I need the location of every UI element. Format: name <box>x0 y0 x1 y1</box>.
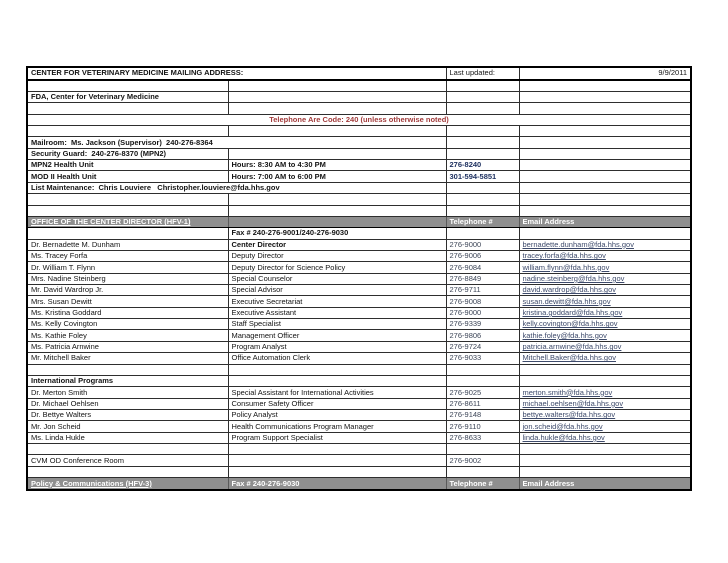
table-cell: 9/9/2011 <box>519 67 691 80</box>
table-cell <box>27 80 228 92</box>
section-header-cell: Telephone # <box>446 216 519 227</box>
email-link[interactable]: kristina.goddard@fda.hhs.gov <box>519 307 691 318</box>
table-cell: Mr. David Wardrop Jr. <box>27 285 228 296</box>
section-header-cell: OFFICE OF THE CENTER DIRECTOR (HFV-1) <box>27 216 228 227</box>
email-link[interactable]: kelly.covington@fda.hhs.gov <box>519 319 691 330</box>
phone-number: 276-9033 <box>446 353 519 364</box>
table-cell: Dr. Bernadette M. Dunham <box>27 239 228 250</box>
table-cell: Center Director <box>228 239 446 250</box>
table-cell: Staff Specialist <box>228 319 446 330</box>
table-cell <box>228 205 446 216</box>
table-cell: Hours: 7:00 AM to 6:00 PM <box>228 171 446 182</box>
table-row <box>27 262 691 273</box>
email-link[interactable]: merton.smith@fda.hhs.gov <box>519 387 691 398</box>
table-cell <box>446 182 519 193</box>
table-cell <box>27 466 228 477</box>
table-cell: FDA, Center for Veterinary Medicine <box>27 91 228 102</box>
email-link[interactable]: david.wardrop@fda.hhs.gov <box>519 285 691 296</box>
table-cell <box>446 375 519 386</box>
table-cell <box>446 126 519 137</box>
table-cell <box>27 228 228 239</box>
phone-number: 276-9025 <box>446 387 519 398</box>
table-row <box>27 273 691 284</box>
table-row <box>27 103 691 114</box>
table-cell: Fax # 240-276-9001/240-276-9030 <box>228 228 446 239</box>
table-row <box>27 410 691 421</box>
table-cell: Program Support Specialist <box>228 432 446 443</box>
phone-number: 276-9806 <box>446 330 519 341</box>
table-cell: Special Assistant for International Activities <box>228 387 446 398</box>
table-cell <box>228 80 446 92</box>
table-cell <box>27 205 228 216</box>
table-cell <box>519 171 691 182</box>
table-cell: Dr. Bettye Walters <box>27 410 228 421</box>
table-cell <box>228 364 446 375</box>
table-cell <box>446 194 519 205</box>
table-cell <box>519 205 691 216</box>
table-cell <box>519 364 691 375</box>
table-cell: Program Analyst <box>228 341 446 352</box>
email-link[interactable]: tracey.forfa@fda.hhs.gov <box>519 250 691 261</box>
table-row <box>27 126 691 137</box>
email-link[interactable]: linda.hukle@fda.hhs.gov <box>519 432 691 443</box>
section-header-cell: Fax # 240-276-9030 <box>228 478 446 490</box>
table-row <box>27 398 691 409</box>
table-cell <box>228 375 446 386</box>
table-cell: Mailroom: Ms. Jackson (Supervisor) 240-276-8364 <box>27 137 446 148</box>
email-link[interactable]: nadine.steinberg@fda.hhs.gov <box>519 273 691 284</box>
table-cell: Special Advisor <box>228 285 446 296</box>
table-cell <box>228 103 446 114</box>
table-cell <box>228 455 446 466</box>
table-row <box>27 67 691 80</box>
table-cell <box>228 148 446 159</box>
table-cell: CENTER FOR VETERINARY MEDICINE MAILING ADDRESS: <box>27 67 446 80</box>
section-header-cell <box>228 216 446 227</box>
table-row <box>27 137 691 148</box>
table-cell <box>446 205 519 216</box>
phone-number: 276-8240 <box>446 160 519 171</box>
table-cell: Ms. Linda Hukle <box>27 432 228 443</box>
table-cell: Ms. Tracey Forfa <box>27 250 228 261</box>
section-header-row <box>27 478 691 490</box>
table-cell: Health Communications Program Manager <box>228 421 446 432</box>
table-cell <box>519 466 691 477</box>
table-cell <box>519 126 691 137</box>
table-row <box>27 91 691 102</box>
table-cell <box>519 137 691 148</box>
table-cell <box>446 364 519 375</box>
table-cell: Dr. Michael Oehlsen <box>27 398 228 409</box>
table-cell: Executive Assistant <box>228 307 446 318</box>
phone-number: 276-9084 <box>446 262 519 273</box>
table-cell <box>446 228 519 239</box>
table-row <box>27 171 691 182</box>
table-cell: Management Officer <box>228 330 446 341</box>
table-cell <box>446 137 519 148</box>
table-row <box>27 239 691 250</box>
phone-number: 301-594-5851 <box>446 171 519 182</box>
table-row <box>27 330 691 341</box>
phone-number: 276-9000 <box>446 239 519 250</box>
table-row <box>27 466 691 477</box>
table-cell: Mrs. Susan Dewitt <box>27 296 228 307</box>
table-row <box>27 148 691 159</box>
phone-number: 276-9711 <box>446 285 519 296</box>
section-header-row <box>27 216 691 227</box>
table-cell: Special Counselor <box>228 273 446 284</box>
phone-number: 276-9000 <box>446 307 519 318</box>
section-header-cell: Email Address <box>519 216 691 227</box>
area-code-note: Telephone Are Code: 240 (unless otherwise noted) <box>27 114 691 125</box>
email-link[interactable]: kathie.foley@fda.hhs.gov <box>519 330 691 341</box>
table-cell <box>519 103 691 114</box>
email-link[interactable]: william.flynn@fda.hhs.gov <box>519 262 691 273</box>
table-cell <box>228 466 446 477</box>
table-row <box>27 387 691 398</box>
phone-number: 276-8633 <box>446 432 519 443</box>
section-header-cell: Telephone # <box>446 478 519 490</box>
table-cell: Deputy Director <box>228 250 446 261</box>
table-cell <box>519 148 691 159</box>
table-row <box>27 364 691 375</box>
phone-number: 276-8849 <box>446 273 519 284</box>
table-cell: Consumer Safety Officer <box>228 398 446 409</box>
table-row <box>27 205 691 216</box>
table-cell: Security Guard: 240-276-8370 (MPN2) <box>27 148 228 159</box>
table-cell: Ms. Kristina Goddard <box>27 307 228 318</box>
document-page <box>26 66 692 491</box>
email-link[interactable]: susan.dewitt@fda.hhs.gov <box>519 296 691 307</box>
phone-number: 276-9006 <box>446 250 519 261</box>
table-cell <box>228 444 446 455</box>
email-link[interactable]: Mitchell.Baker@fda.hhs.gov <box>519 353 691 364</box>
table-cell <box>519 91 691 102</box>
table-cell: Mr. Mitchell Baker <box>27 353 228 364</box>
table-cell <box>228 91 446 102</box>
table-cell <box>27 444 228 455</box>
table-row <box>27 194 691 205</box>
table-row <box>27 353 691 364</box>
table-cell <box>27 364 228 375</box>
table-cell: CVM OD Conference Room <box>27 455 228 466</box>
email-link[interactable]: bettye.walters@fda.hhs.gov <box>519 410 691 421</box>
table-row <box>27 341 691 352</box>
table-cell <box>519 444 691 455</box>
email-link[interactable]: bernadette.dunham@fda.hhs.gov <box>519 239 691 250</box>
table-cell: List Maintenance: Chris Louviere Christopher.louviere@fda.hhs.gov <box>27 182 446 193</box>
phone-number: 276-9724 <box>446 341 519 352</box>
table-cell: Deputy Director for Science Policy <box>228 262 446 273</box>
table-cell <box>27 103 228 114</box>
table-row <box>27 421 691 432</box>
table-cell <box>446 444 519 455</box>
table-row <box>27 182 691 193</box>
table-row <box>27 375 691 386</box>
table-cell <box>519 182 691 193</box>
table-cell: Mr. Jon Scheid <box>27 421 228 432</box>
email-link[interactable]: patricia.arnwine@fda.hhs.gov <box>519 341 691 352</box>
table-cell <box>228 194 446 205</box>
table-cell: Executive Secretariat <box>228 296 446 307</box>
table-cell: Hours: 8:30 AM to 4:30 PM <box>228 160 446 171</box>
table-row <box>27 160 691 171</box>
table-cell <box>446 80 519 92</box>
table-row <box>27 455 691 466</box>
table-cell <box>446 91 519 102</box>
phone-number: 276-9148 <box>446 410 519 421</box>
table-cell: Ms. Kelly Covington <box>27 319 228 330</box>
table-row <box>27 250 691 261</box>
table-cell: Ms. Kathie Foley <box>27 330 228 341</box>
phone-number: 276-9110 <box>446 421 519 432</box>
table-cell: Policy Analyst <box>228 410 446 421</box>
table-cell <box>519 455 691 466</box>
table-cell: Ms. Patricia Arnwine <box>27 341 228 352</box>
table-row <box>27 319 691 330</box>
table-cell <box>519 375 691 386</box>
table-cell: Dr. William T. Flynn <box>27 262 228 273</box>
table-cell <box>446 148 519 159</box>
table-cell <box>446 466 519 477</box>
section-header-cell: Policy & Communications (HFV-3) <box>27 478 228 490</box>
section-header-cell: Email Address <box>519 478 691 490</box>
phone-number: 276-9008 <box>446 296 519 307</box>
table-cell <box>519 228 691 239</box>
table-cell <box>27 194 228 205</box>
table-cell: Office Automation Clerk <box>228 353 446 364</box>
phone-number: 276-8611 <box>446 398 519 409</box>
table-cell <box>27 126 228 137</box>
table-row <box>27 307 691 318</box>
phone-number: 276-9339 <box>446 319 519 330</box>
table-row <box>27 296 691 307</box>
table-row <box>27 80 691 92</box>
table-row <box>27 444 691 455</box>
table-row <box>27 432 691 443</box>
table-cell: Last updated: <box>446 67 519 80</box>
mailing-address-table <box>26 66 692 491</box>
table-cell: MPN2 Health Unit <box>27 160 228 171</box>
table-cell: International Programs <box>27 375 228 386</box>
table-row <box>27 228 691 239</box>
table-cell <box>519 80 691 92</box>
table-cell <box>446 103 519 114</box>
email-link[interactable]: jon.scheid@fda.hhs.gov <box>519 421 691 432</box>
table-cell: MOD II Health Unit <box>27 171 228 182</box>
table-row <box>27 114 691 125</box>
table-cell <box>519 194 691 205</box>
phone-number: 276-9002 <box>446 455 519 466</box>
table-cell <box>519 160 691 171</box>
table-cell: Dr. Merton Smith <box>27 387 228 398</box>
table-cell <box>228 126 446 137</box>
email-link[interactable]: michael.oehlsen@fda.hhs.gov <box>519 398 691 409</box>
table-cell: Mrs. Nadine Steinberg <box>27 273 228 284</box>
table-row <box>27 285 691 296</box>
